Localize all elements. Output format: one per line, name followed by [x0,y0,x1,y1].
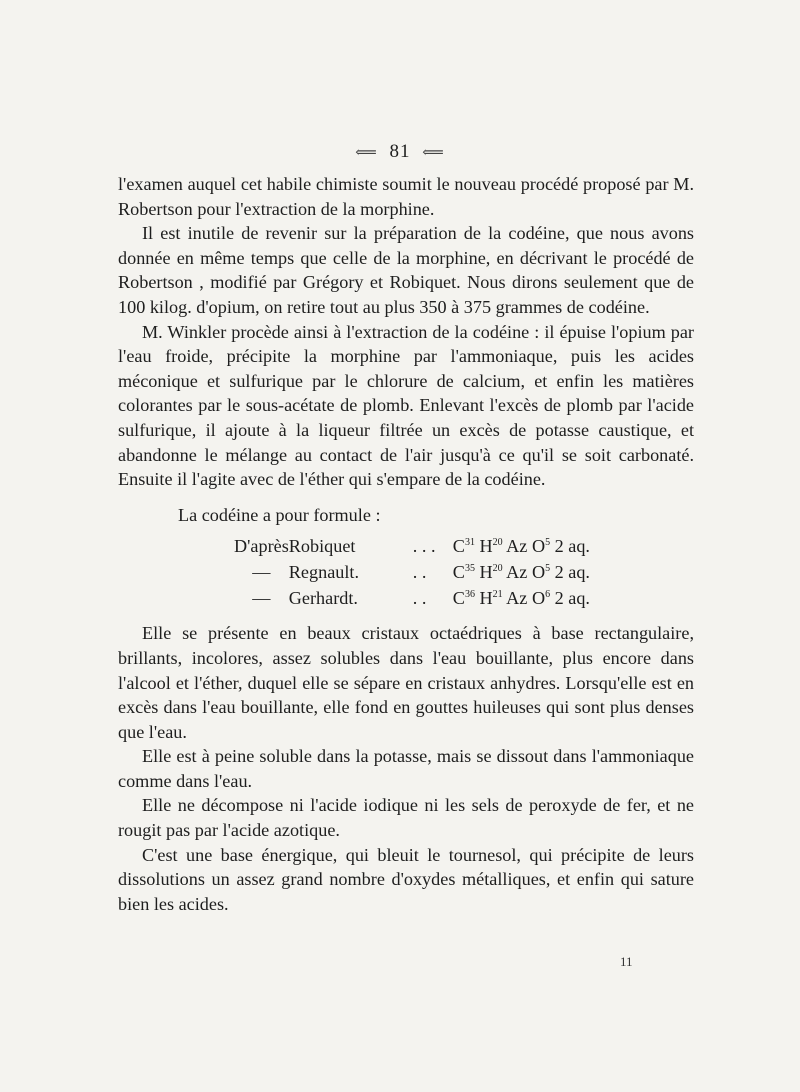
formula-expression: $C^{36}$ $H^{21}$ Az $O^6$ 2 aq. [452,588,590,609]
page-header [0,141,800,163]
formula-row [234,585,590,611]
formula-author: Regnault. [288,562,360,583]
formula-row [234,559,590,585]
paragraph: Il est inutile de revenir sur la préparation de la codéine, que nous avons donnée en même temps que celle de la morphine, en décrivant le procédé de Robertson , modifié par Grégory et Robiquet. Nous dirons seulement que de 100 kilog. d'opium, on retire tout au plus 350 à 375 grammes de codéine. [118,223,694,317]
formula-author: Gerhardt. [288,588,358,609]
formula-author: Robiquet [288,536,356,557]
page-number: 81 [389,141,411,162]
paragraph: C'est une base énergique, qui bleuit le tournesol, qui précipite de leurs dissolutions un assez grand nombre d'oxydes métalliques, et enfin qui sature bien les acides. [118,844,694,914]
paragraph: M. Winkler procède ainsi à l'extraction de la codéine : il épuise l'opium par l'eau froide, précipite la morphine par l'ammoniaque, puis les acides méconique et sulfurique par le chlorure de calcium, et enfin les matières colorantes par le sous-acétate de plomb. Enlevant l'excès de plomb par l'acide sulfurique, il ajoute à la liqueur filtrée un excès de potasse caustique, et abandonne le mélange au contact de l'air jusqu'à ce qu'il se soit carbonaté. Ensuite il l'agite avec de l'éther qui s'empare de la codéine. [118,321,694,490]
formula-prefix: — [252,562,271,583]
formula-intro: La codéine a pour formule : [178,504,381,525]
formula-prefix: — [252,588,271,609]
ornament-right-icon: ⟸ [422,145,445,162]
formula-dots: . . . [412,536,436,557]
formula-row [234,533,590,559]
body-text [118,172,694,916]
paragraph: l'examen auquel cet habile chimiste soumit le nouveau procédé proposé par M. Robertson pour l'extraction de la morphine. [118,174,694,219]
signature-mark: 11 [620,954,633,969]
ornament-left-icon: ⟸ [355,145,378,162]
formula-expression: $C^{35}$ $H^{20}$ Az $O^5$ 2 aq. [452,562,590,583]
formula-table [234,533,590,611]
formula-prefix: D'après [234,536,289,557]
paragraph: Elle est à peine soluble dans la potasse, mais se dissout dans l'ammoniaque comme dans l'eau. [118,746,694,791]
paragraph: Elle ne décompose ni l'acide iodique ni les sels de peroxyde de fer, et ne rougit pas par l'acide azotique. [118,795,694,841]
formula-expression: $C^{31}$ $H^{20}$ Az $O^5$ 2 aq. [452,536,590,557]
paragraph: Elle se présente en beaux cristaux octaédriques à base rectangulaire, brillants, incolores, assez solubles dans l'eau bouillante, plus encore dans l'alcool et l'éther, duquel elle se sépare en cristaux anhydres. Lorsqu'elle est en excès dans l'eau bouillante, elle fond en gouttes huileuses qui sont plus denses que l'eau. [118,623,694,742]
formula-dots: . . [412,562,427,583]
formula-dots: . . [412,588,427,609]
